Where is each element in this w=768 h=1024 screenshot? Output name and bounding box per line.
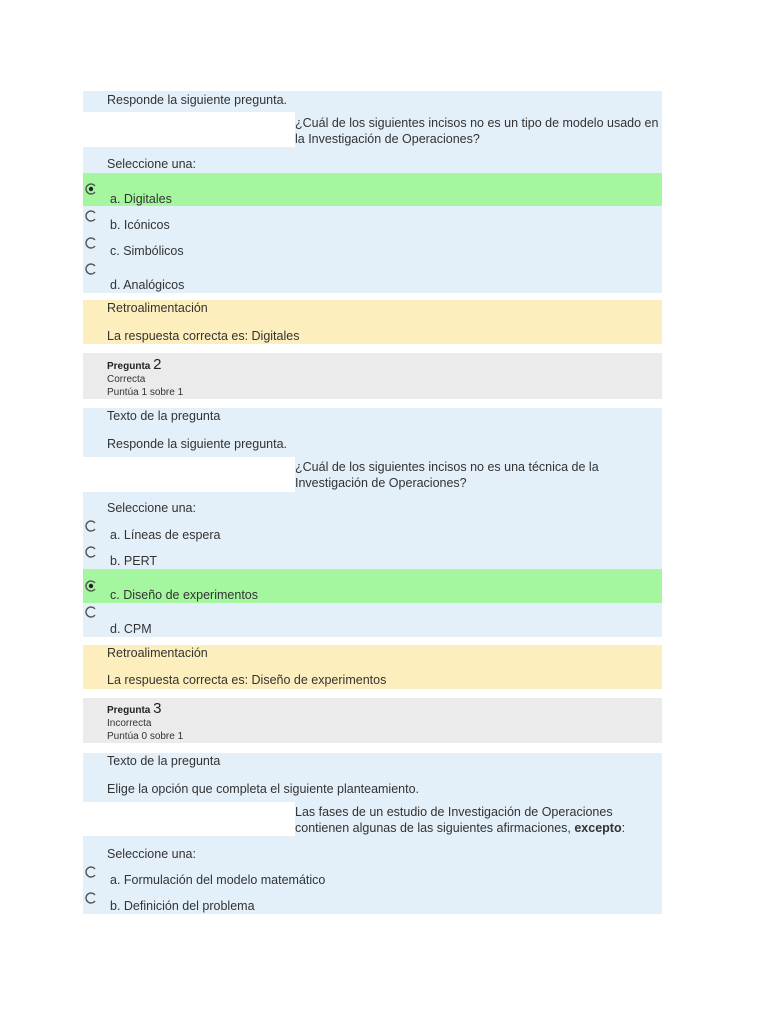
q3-option-a-radio[interactable] (84, 865, 98, 879)
q3-option-b-radio[interactable] (84, 891, 98, 905)
q2-option-b-radio[interactable] (84, 545, 98, 559)
q2-question-gap (83, 457, 295, 492)
q1-option-c-radio[interactable] (84, 236, 98, 250)
q1-question-gap (83, 112, 295, 147)
q3-question-text: Las fases de un estudio de Investigación de Operaciones contienen algunas de las siguientes afirmaciones, excepto: (295, 805, 626, 835)
q2-feedback-title: Retroalimentación (107, 646, 208, 660)
q2-select-label: Seleccione una: (107, 501, 196, 515)
q3-question-gap (83, 802, 295, 836)
q3-status: Incorrecta (107, 718, 152, 729)
q2-status: Correcta (107, 374, 146, 385)
q3-score: Puntúa 0 sobre 1 (107, 731, 184, 742)
q2-option-d-radio[interactable] (84, 605, 98, 619)
q2-option-d-row (83, 603, 662, 637)
q2-option-d-label[interactable]: d. CPM (110, 622, 152, 636)
q1-feedback-title: Retroalimentación (107, 301, 208, 315)
q2-option-a-label[interactable]: a. Líneas de espera (110, 528, 221, 542)
q3-option-b-label[interactable]: b. Definición del problema (110, 899, 255, 913)
q1-feedback-text: La respuesta correcta es: Digitales (107, 329, 300, 343)
q3-option-a-label[interactable]: a. Formulación del modelo matemático (110, 873, 326, 887)
q2-option-b-label[interactable]: b. PERT (110, 554, 158, 568)
q2-option-c-radio[interactable] (84, 579, 98, 593)
q1-option-d-label[interactable]: d. Analógicos (110, 278, 185, 292)
q2-prompt: Responde la siguiente pregunta. (107, 437, 287, 451)
q1-option-b-radio[interactable] (84, 209, 98, 223)
q3-select-label: Seleccione una: (107, 847, 196, 861)
q3-text-label: Texto de la pregunta (107, 754, 221, 768)
q3-prompt: Elige la opción que completa el siguiente planteamiento. (107, 782, 420, 796)
q2-option-a-radio[interactable] (84, 519, 98, 533)
q2-feedback-text: La respuesta correcta es: Diseño de experimentos (107, 673, 387, 687)
q1-prompt: Responde la siguiente pregunta. (107, 93, 287, 107)
q1-option-b-label[interactable]: b. Icónicos (110, 218, 170, 232)
q1-option-c-label[interactable]: c. Simbólicos (110, 244, 184, 258)
q3-question-number: Pregunta 3 (107, 700, 162, 717)
q1-option-d-radio[interactable] (84, 262, 98, 276)
q2-score: Puntúa 1 sobre 1 (107, 387, 184, 398)
q2-option-c-label[interactable]: c. Diseño de experimentos (110, 588, 258, 602)
q1-select-label: Seleccione una: (107, 157, 196, 171)
q2-question-number: Pregunta 2 (107, 356, 162, 373)
q1-option-a-radio[interactable] (84, 182, 98, 196)
q1-option-a-label[interactable]: a. Digitales (110, 192, 172, 206)
q2-text-label: Texto de la pregunta (107, 409, 221, 423)
q1-question-text: ¿Cuál de los siguientes incisos no es un tipo de modelo usado en la Investigación de Operaciones? (295, 116, 659, 146)
q2-question-text: ¿Cuál de los siguientes incisos no es una técnica de la Investigación de Operaciones? (295, 460, 599, 490)
q3-question-emphasis: excepto (574, 821, 622, 835)
